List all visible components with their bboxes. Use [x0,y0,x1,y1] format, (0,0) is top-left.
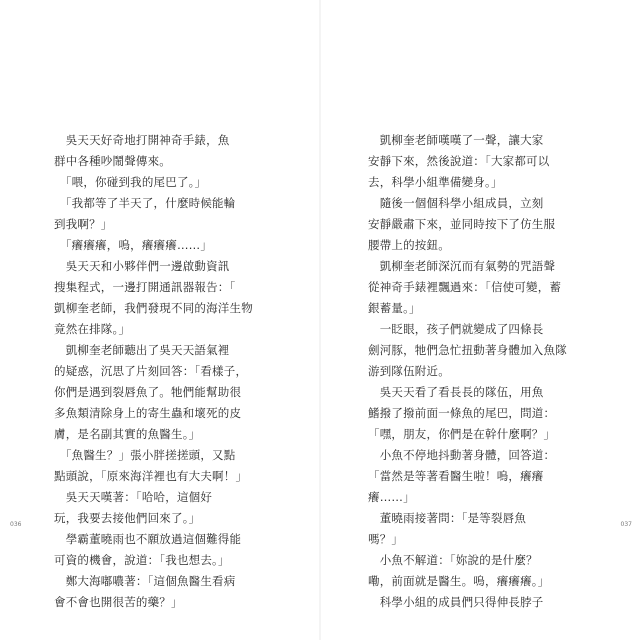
text-line: 的疑惑，沉思了片刻回答：「看樣子， [54,364,248,378]
text-line: 到我啊？」 [54,217,113,231]
text-line: 搜集程式，一邊打開通訊器報告：「 [54,280,236,294]
right-text-block [368,130,612,613]
text-line: 嗎？」 [368,532,404,546]
text-line: 小魚不停地抖動著身體，回答道： [368,448,556,462]
text-line: 點頭說，「原來海洋裡也有大夫啊！」 [54,469,248,483]
text-line: 安靜嚴肅下來，並同時按下了仿生服 [368,217,556,231]
text-line: 群中各種吵鬧聲傳來。 [54,154,171,168]
text-line: 吳天天好奇地打開神奇手錶，魚 [54,133,230,147]
text-line: 凱柳奎老師深沉而有氣勢的咒語聲 [368,259,556,273]
text-line: 凱柳奎老師嘆嘆了一聲，讓大家 [368,133,544,147]
text-line: 癢……」 [368,490,415,504]
text-line: 「我都等了半天了，什麼時候能輪 [54,196,236,210]
text-line: 膚，是名副其實的魚醫生。」 [54,427,201,441]
text-line: 腰帶上的按鈕。 [368,238,450,252]
text-line: 「喂，你碰到我的尾巴了。」 [54,175,207,189]
left-page-number: 036 [10,521,22,528]
text-line: 小魚不解道：「妳說的是什麼？ [368,553,538,567]
text-line: 科學小組的成員們只得伸長脖子 [368,595,544,609]
text-line: 安靜下來，然後說道：「大家都可以 [368,154,550,168]
text-line: 鄭大海嘟噥著：「這個魚醫生看病 [54,574,236,588]
text-line: 吳天天嘆著：「哈哈，這個好 [54,490,213,504]
text-line: 董曉雨接著問：「是等裂唇魚 [368,511,527,525]
text-line: 「嘿，朋友，你們是在幹什麼啊？」 [368,427,556,441]
text-line: 從神奇手錶裡飄過來：「信使可變，蓄 [368,280,562,294]
text-line: 游到隊伍附近。 [368,364,450,378]
text-line: 吳天天看了看長長的隊伍，用魚 [368,385,544,399]
text-line: 會不會也開很苦的藥？」 [54,595,183,609]
text-line: 竟然在排隊。」 [54,322,131,336]
text-line: 「當然是等著看醫生啦！嗚，癢癢 [368,469,544,483]
right-page [320,0,640,640]
text-line: 凱柳奎老師，我們發現不同的海洋生物 [54,301,253,315]
text-line: 一眨眼，孩子們就變成了四條長 [368,322,544,336]
text-line: 學霸董曉雨也不願放過這個難得能 [54,532,242,546]
text-line: 「魚醫生？」張小胖搓搓頭，又點 [54,448,236,462]
text-line: 你們是遇到裂唇魚了。牠們能幫助很 [54,385,242,399]
text-line: 「癢癢癢，嗚，癢癢癢……」 [54,238,213,252]
text-line: 劍河豚，牠們急忙扭動著身體加入魚隊 [368,343,567,357]
text-line: 吳天天和小夥伴們一邊啟動資訊 [54,259,230,273]
text-line: 玩，我要去接他們回來了。」 [54,511,201,525]
text-line: 隨後一個個科學小組成員，立刻 [368,196,544,210]
text-line: 多魚類清除身上的寄生蟲和壞死的皮 [54,406,242,420]
text-line: 可資的機會，說道：「我也想去。」 [54,553,230,567]
text-line: 嘞，前面就是醫生。嗚，癢癢癢。」 [368,574,550,588]
right-page-number: 037 [620,521,632,528]
text-line: 凱柳奎老師聽出了吳天天語氣裡 [54,343,230,357]
text-line: 銀蓄量。」 [368,301,421,315]
text-line: 鰭撥了撥前面一條魚的尾巴，問道： [368,406,556,420]
left-text-block [54,130,298,613]
text-line: 去，科學小組準備變身。」 [368,175,503,189]
